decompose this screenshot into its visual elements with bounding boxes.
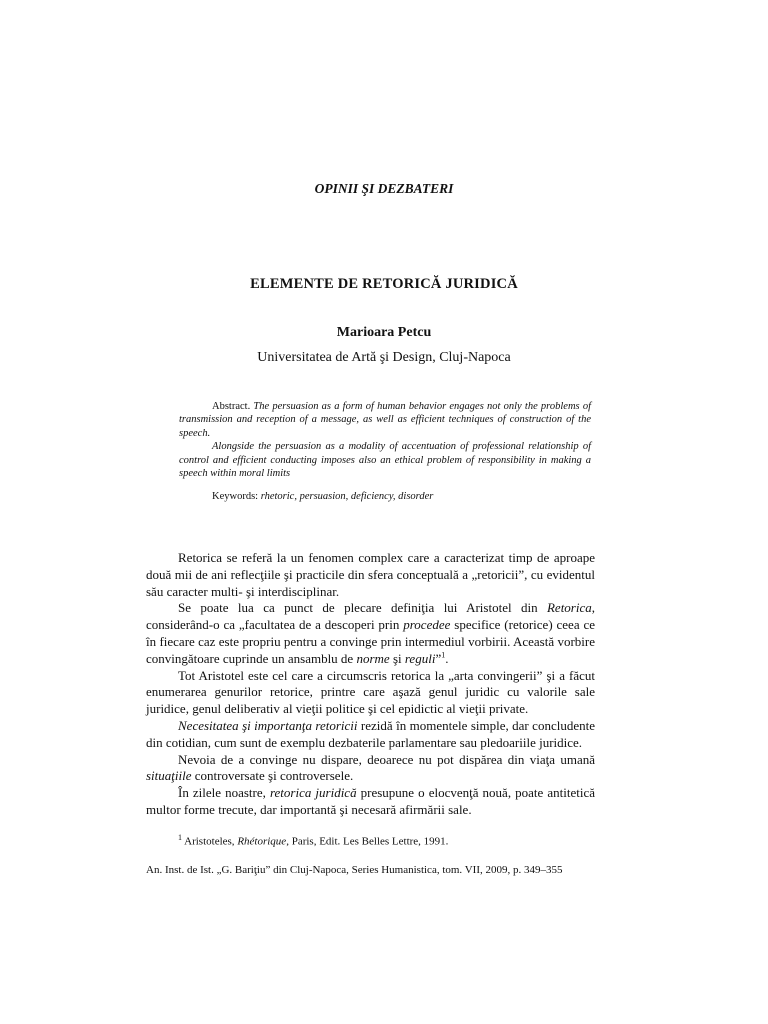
body-paragraph-1: Retorica se referă la un fenomen complex care a caracterizat timp de aproape două mii de ani reflecţiile şi practicile din sfera conceptuală a „retoricii”, cu evidentul său caracter multi- şi interdisciplinar. (146, 550, 595, 599)
body-italic-run: norme (356, 650, 390, 666)
body-italic-run: reguli (404, 650, 436, 666)
body-text-run: . (445, 650, 449, 666)
abstract-text-1: The persuasion as a form of human behavior engages not only the problems of transmission and reception of a message, as well as efficient techniques of construction of the speech. (179, 401, 591, 439)
abstract-text-2: Alongside the persuasion as a modality of accentuation of professional relationship of control and efficient conducting imposes also an ethical problem of responsibility in making a speech within moral limits (179, 441, 591, 480)
body-paragraph-6 (146, 785, 595, 819)
body-text-run: ” (435, 650, 442, 666)
body-italic-run: Necesitatea şi importanţa retoricii (178, 717, 358, 733)
body-text-run: Nevoia de a convinge nu dispare, deoarece nu pot dispărea din viaţa umană (178, 751, 595, 767)
body-text-run: rezidă în momentele simple, dar concludente din cotidian, cum sunt de exemplu dezbaterile parlamentare sau pledoariile juridice. (146, 717, 595, 750)
body-paragraph-4 (146, 718, 595, 752)
body-paragraph-5 (146, 752, 595, 786)
body-italic-run: retorica juridică (269, 785, 357, 801)
author-affiliation: Universitatea de Artă şi Design, Cluj-Napoca (257, 350, 511, 365)
body-text-run: presupune o elocvenţă nouă, poate antitetică multor forme trecute, dar importantă şi necesară afirmării sale. (146, 785, 595, 817)
footnote-mark: 1 (178, 833, 182, 842)
footnote (178, 833, 448, 848)
body-text-run: şi (389, 650, 405, 666)
author-name: Marioara Petcu (336, 325, 432, 340)
keywords-label: Keywords: (212, 491, 259, 502)
body-paragraph-3: Tot Aristotel este cel care a circumscris retorica la „arta convingerii” şi a făcut enumerarea genurilor retorice, printre care aşază genul juridic cu valorile sale juridice, genul deliberativ al vieţii politice şi cel epidictic al vieţii private. (146, 667, 595, 717)
article-title: ELEMENTE DE RETORICĂ JURIDICĂ (250, 276, 518, 292)
abstract-label: Abstract. (212, 401, 251, 412)
footnote-reference[interactable]: 1 (441, 650, 446, 660)
body-text-run: În zilele noastre, (178, 785, 270, 801)
abstract-paragraph-2 (179, 440, 591, 480)
body-text-run: Se poate lua ca punct de plecare definiţia lui Aristotel din (178, 600, 547, 616)
body-text-run: controversate şi controversele. (191, 768, 354, 784)
abstract-paragraph-1 (179, 400, 591, 440)
body-text (146, 550, 595, 819)
keywords-text: rhetoric, persuasion, deficiency, disorder (260, 491, 434, 502)
footnote-text: , Paris, Edit. Les Belles Lettre, 1991. (286, 835, 449, 848)
footnote-text: Aristoteles, (182, 835, 238, 848)
body-italic-run: procedee (403, 617, 451, 633)
keywords (212, 491, 433, 502)
abstract (179, 400, 591, 480)
body-text-run: specifice (retorice) ceea ce în fiecare caz este propriu pentru a convinge prin intermediul vorbirii. Această vorbire convingătoare cuprinde un ansamblu de (146, 617, 595, 666)
body-italic-run: Retorica (546, 600, 592, 616)
body-italic-run: situaţiile (146, 768, 192, 784)
footnote-italic-title: Rhétorique (237, 835, 287, 848)
journal-citation: An. Inst. de Ist. „G. Bariţiu” din Cluj-Napoca, Series Humanistica, tom. VII, 2009, p. 349–355 (146, 864, 563, 876)
section-header: OPINII ŞI DEZBATERI (314, 181, 454, 196)
body-paragraph-2 (146, 600, 595, 667)
body-text-run: , considerând-o ca „facultatea de a descoperi prin (146, 600, 595, 633)
